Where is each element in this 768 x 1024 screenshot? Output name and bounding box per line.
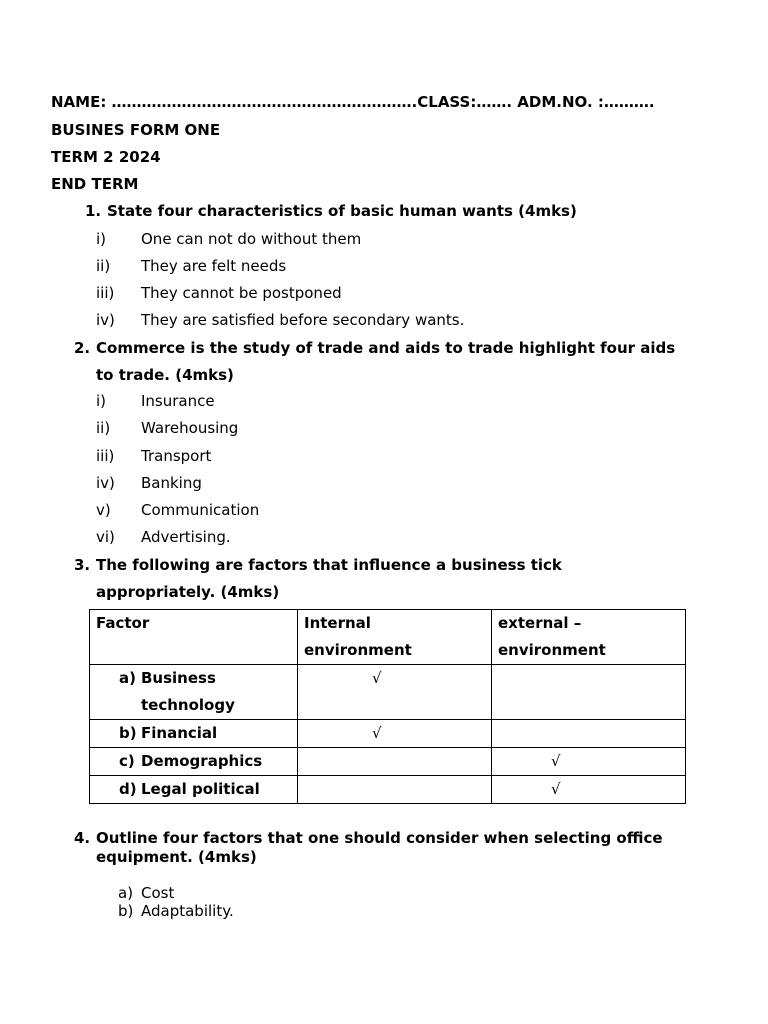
tick-mark: √ [372,724,382,742]
external-cell [492,665,686,720]
answer-marker: ii) [96,257,111,275]
internal-cell [298,665,492,720]
table-row [90,720,686,748]
answer-text: Communication [141,501,260,519]
question-3-text-cont: appropriately. (4mks) [96,583,280,601]
answer-text: Adaptability. [141,902,234,920]
question-2-number: 2. [74,339,91,357]
answer-text: Banking [141,474,202,492]
question-2-text-cont: to trade. (4mks) [96,366,234,384]
table-header-row [90,610,686,665]
answer-marker: iv) [96,474,115,492]
internal-cell [298,776,492,804]
answer-text: Insurance [141,392,215,410]
answer-marker: iv) [96,311,115,329]
factor-cell: a) Business technology [90,665,298,720]
answer-text: Transport [141,447,212,465]
exam-title: END TERM [51,175,139,193]
factor-cell: d) Legal political [90,776,298,804]
internal-cell [298,720,492,748]
environment-factors-table [89,609,686,804]
header-internal: Internal environment [298,610,492,665]
answer-marker: v) [96,501,111,519]
question-3-text: The following are factors that influence a business tick [96,556,562,574]
answer-text: Warehousing [141,419,239,437]
answer-text: Advertising. [141,528,231,546]
question-4-text-cont: equipment. (4mks) [96,848,257,866]
tick-mark: √ [551,752,561,770]
answer-text: One can not do without them [141,230,362,248]
question-1-text: State four characteristics of basic human wants (4mks) [107,202,577,220]
answer-text: They are satisfied before secondary wants. [141,311,465,329]
external-cell [492,720,686,748]
question-1-number: 1. [85,202,102,220]
header-external: external – environment [492,610,686,665]
external-cell [492,776,686,804]
subject-title: BUSINES FORM ONE [51,121,221,139]
header-factor: Factor [90,610,298,665]
answer-marker: iii) [96,284,115,302]
question-4-text: Outline four factors that one should consider when selecting office [96,829,663,847]
answer-marker: b) [118,902,134,920]
answer-marker: a) [118,884,134,902]
answer-marker: vi) [96,528,115,546]
answer-marker: ii) [96,419,111,437]
student-details-line: NAME: …………………………………………………….CLASS:……. ADM.NO. :………. [51,93,655,111]
table-row [90,776,686,804]
external-cell [492,748,686,776]
table-row [90,665,686,720]
factor-cell: c) Demographics [90,748,298,776]
question-2-text: Commerce is the study of trade and aids to trade highlight four aids [96,339,676,357]
question-4-number: 4. [74,829,91,847]
tick-mark: √ [372,669,382,687]
factor-cell: b) Financial [90,720,298,748]
tick-mark: √ [551,780,561,798]
answer-text: Cost [141,884,175,902]
answer-text: They cannot be postponed [141,284,342,302]
answer-marker: i) [96,230,107,248]
table-row [90,748,686,776]
question-3-number: 3. [74,556,91,574]
answer-marker: iii) [96,447,115,465]
answer-text: They are felt needs [141,257,287,275]
answer-marker: i) [96,392,107,410]
term-title: TERM 2 2024 [51,148,161,166]
internal-cell [298,748,492,776]
